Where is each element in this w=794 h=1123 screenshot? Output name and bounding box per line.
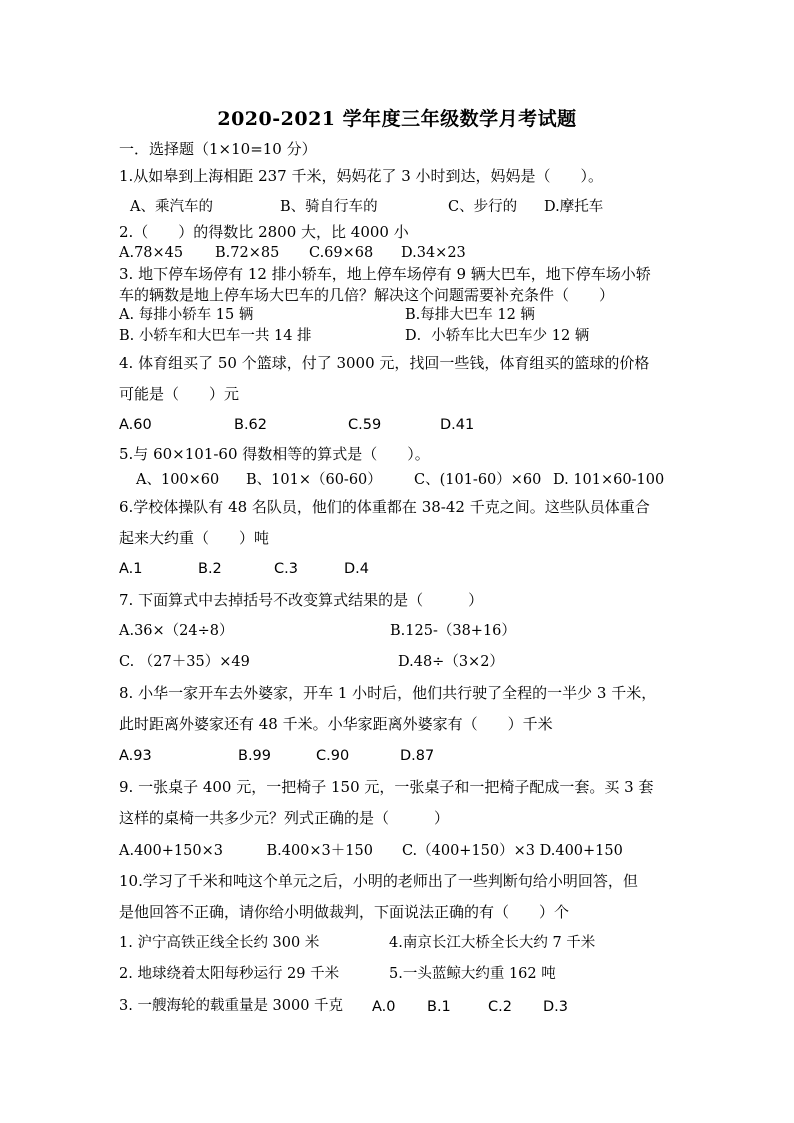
q4-option-d: D.41 [440,417,475,433]
question-4-stem-line-1: 4. 体育组买了 50 个篮球，付了 3000 元，找回一些钱，体育组买的篮球的价格 [119,354,650,372]
question-8-stem-line-1: 8. 小华一家开车去外婆家，开车 1 小时后，他们共行驶了全程的一半少 3 千米， [119,684,657,702]
question-5-stem: 5.与 60×101-60 得数相等的算式是（ ）。 [119,445,430,463]
q4-option-a: A.60 [119,417,152,433]
q8-option-d: D.87 [400,748,435,764]
q8-option-b: B.99 [238,748,272,764]
q10-option-b: B.1 [427,999,451,1015]
q7-option-d: D.48÷（3×2） [398,654,504,670]
q5-option-d: D. 101×60-100 [553,472,665,488]
question-3-stem-line-2: 车的辆数是地上停车场大巴车的几倍？解决这个问题需要补充条件（ ） [119,286,615,304]
q10-statement-1: 1. 沪宁高铁正线全长约 300 米 [119,935,320,951]
q10-statement-2: 2. 地球绕着太阳每秒运行 29 千米 [119,966,340,982]
question-7-stem: 7. 下面算式中去掉括号不改变算式结果的是（ ） [119,591,484,609]
q1-option-b: B、骑自行车的 [280,199,378,215]
q2-option-c: C.69×68 [309,245,374,261]
q10-statement-3: 3. 一艘海轮的载重量是 3000 千克 [119,998,344,1014]
q3-option-a: A. 每排小轿车 15 辆 [119,307,254,323]
question-9-stem-line-2: 这样的桌椅一共多少元？列式正确的是（ ） [119,809,450,827]
question-4-stem-line-2: 可能是（ ）元 [119,385,240,403]
q3-option-c: B. 小轿车和大巴车一共 14 排 [119,328,312,344]
q10-option-c: C.2 [488,999,512,1015]
q5-option-c: C、(101-60）×60 [414,472,542,488]
q8-option-c: C.90 [316,748,350,764]
q10-statement-4: 4.南京长江大桥全长大约 7 千米 [389,935,596,951]
question-6-stem-line-1: 6.学校体操队有 48 名队员，他们的体重都在 38-42 千克之间。这些队员体重合 [119,498,650,516]
question-8-stem-line-2: 此时距离外婆家还有 48 千米。小华家距离外婆家有（ ）千米 [119,715,553,733]
question-6-stem-line-2: 起来大约重（ ）吨 [119,529,270,547]
q6-option-d: D.4 [344,561,369,577]
q7-option-a: A.36×（24÷8） [119,623,234,639]
q5-option-b: B、101×（60-60） [246,472,382,488]
q10-option-d: D.3 [543,999,568,1015]
q7-option-c: C. （27＋35）×49 [119,654,250,670]
question-10-stem-line-1: 10.学习了千米和吨这个单元之后，小明的老师出了一些判断句给小明回答，但 [119,872,638,890]
q10-option-a: A.0 [372,999,396,1015]
question-10-stem-line-2: 是他回答不正确，请你给小明做裁判，下面说法正确的有（ ）个 [119,903,570,921]
exam-title: 2020-2021 学年度三年级数学月考试题 [217,108,577,130]
q9-options: A.400+150×3 B.400×3＋150 C.（400+150）×3 D.400+150 [119,843,623,859]
q6-option-b: B.2 [198,561,222,577]
q7-option-b: B.125-（38+16） [390,623,516,639]
q3-option-b: B.每排大巴车 12 辆 [405,307,535,323]
q1-option-d: D.摩托车 [544,199,604,215]
q10-statement-5: 5.一头蓝鲸大约重 162 吨 [389,966,556,982]
q1-option-a: A、乘汽车的 [130,199,213,215]
q3-option-d: D．小轿车比大巴车少 12 辆 [405,328,590,344]
q1-option-c: C、步行的 [448,199,518,215]
q4-option-c: C.59 [348,417,382,433]
question-1-stem: 1.从如皋到上海相距 237 千米，妈妈花了 3 小时到达，妈妈是（ ）。 [119,167,604,185]
q4-option-b: B.62 [234,417,268,433]
q5-option-a: A、100×60 [136,472,220,488]
section-heading: 一．选择题（1×10=10 分） [119,140,317,158]
question-9-stem-line-1: 9. 一张桌子 400 元，一把椅子 150 元，一张桌子和一把椅子配成一套。买 3 套 [119,778,654,796]
q2-option-d: D.34×23 [401,245,466,261]
q2-option-b: B.72×85 [215,245,280,261]
q6-option-c: C.3 [274,561,298,577]
question-3-stem-line-1: 3. 地下停车场停有 12 排小轿车，地上停车场停有 9 辆大巴车，地下停车场小轿 [119,265,651,283]
question-2-stem: 2.（ ）的得数比 2800 大，比 4000 小 [119,223,409,241]
q8-option-a: A.93 [119,748,152,764]
q6-option-a: A.1 [119,561,143,577]
q2-option-a: A.78×45 [119,245,184,261]
